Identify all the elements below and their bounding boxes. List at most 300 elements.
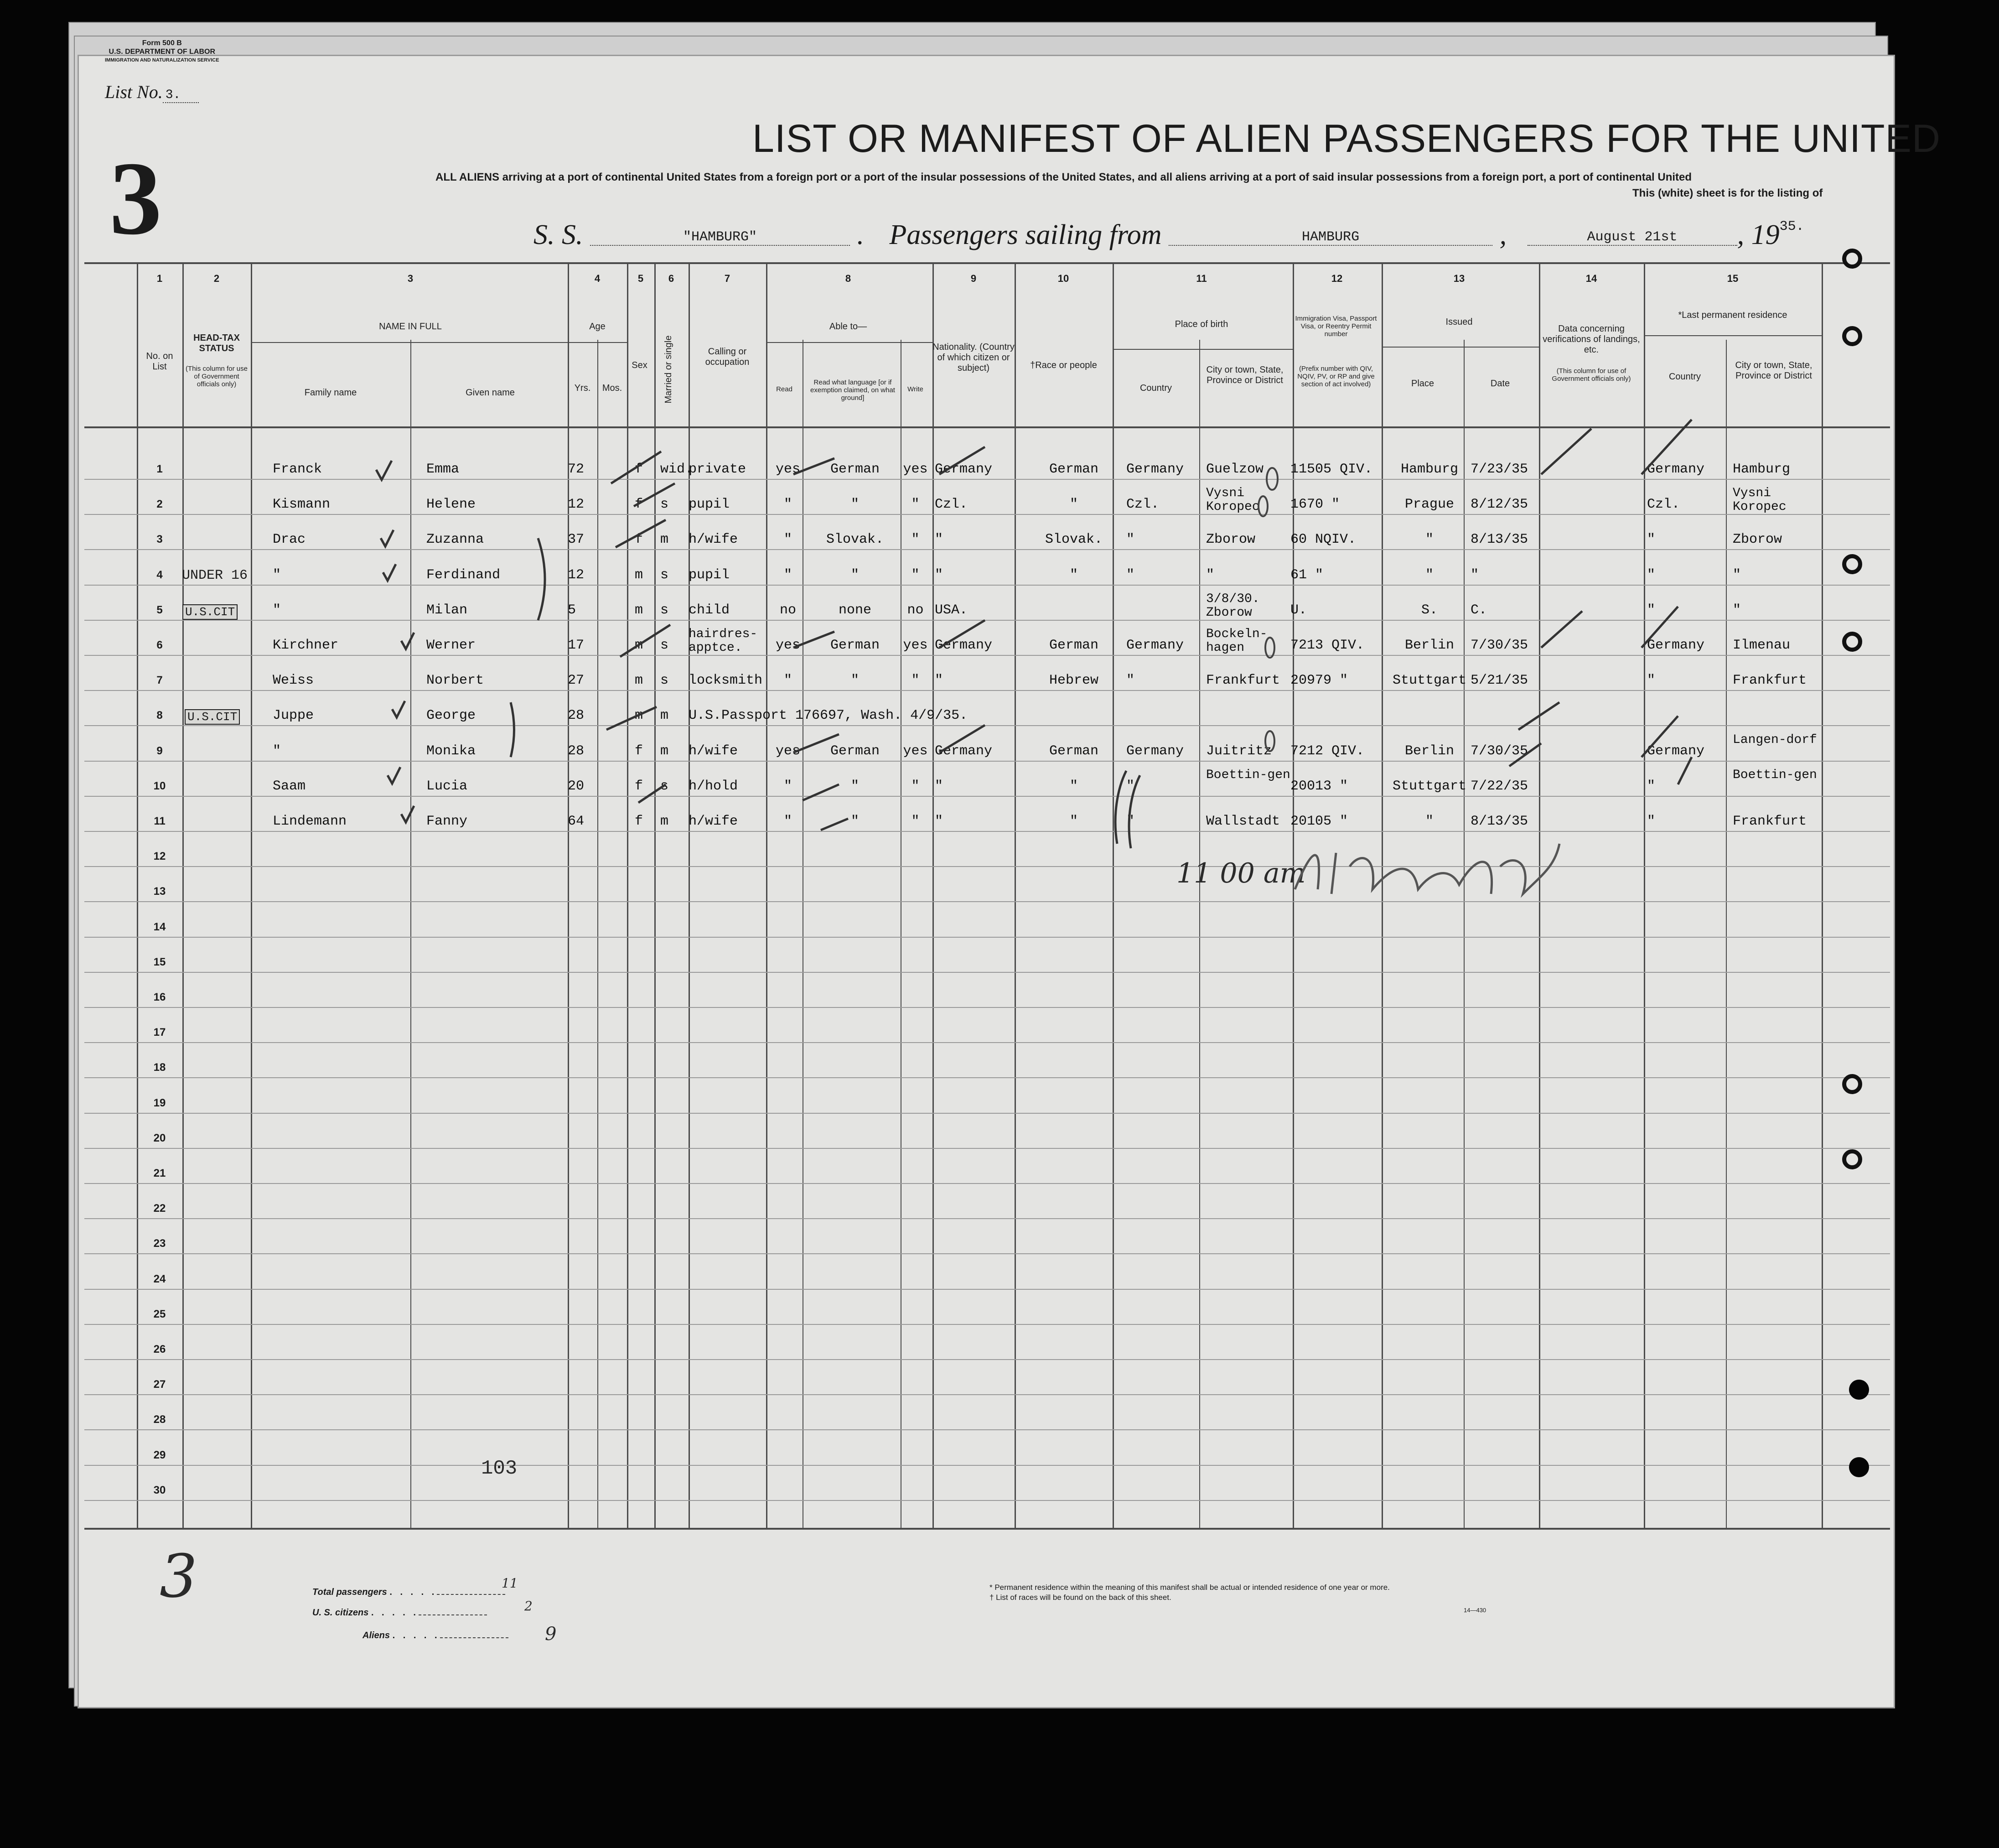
cell-given: Fanny: [426, 814, 468, 829]
header-able-to: Able to—: [829, 322, 867, 332]
cell-race: ": [1069, 778, 1078, 794]
cell-language: German: [830, 638, 880, 653]
cell-birth-city: Bockeln-hagen: [1206, 627, 1268, 655]
cell-visa: 11505 QIV.: [1290, 462, 1373, 477]
cell-language: Slovak.: [826, 532, 884, 548]
cell-visa: U.: [1290, 602, 1307, 618]
cell-issued-date: 7/30/35: [1471, 743, 1528, 759]
cell-write: ": [911, 497, 920, 513]
cell-visa: 20979 ": [1290, 673, 1348, 689]
sailing-line: S. S. "HAMBURG" . Passengers sailing from HAMBURG , August 21st , $19^{35.}$: [533, 219, 1804, 250]
cell-birth-country: Germany: [1126, 743, 1184, 759]
header-data-concerning: Data concerning verifications of landings, etc.: [1543, 324, 1640, 355]
cell-visa: 7212 QIV.: [1290, 743, 1365, 759]
manifest-subtitle-2: This (white) sheet is for the listing of: [1632, 187, 1823, 199]
cell-birth-city: Zborow: [1206, 532, 1256, 548]
cell-issued-place: S.: [1421, 602, 1438, 618]
cell-sex: m: [635, 708, 643, 724]
cell-res-country: ": [1647, 567, 1656, 583]
cell-yrs: 28: [568, 708, 585, 724]
binding-hole: [1842, 632, 1862, 652]
cell-nationality: Czl.: [935, 497, 968, 513]
cell-issued-place: ": [1425, 532, 1434, 548]
header-married: Married or single: [663, 335, 673, 404]
cell-res-city: Frankfurt: [1733, 814, 1807, 829]
cell-family: Lindemann: [273, 814, 347, 829]
cell-family: Saam: [273, 778, 306, 794]
column-number: 5: [637, 273, 644, 284]
cell-res-city: Langen-dorf: [1733, 732, 1817, 747]
form-number: Form 500 B: [142, 39, 182, 47]
header-residence-country: Country: [1668, 372, 1701, 382]
cell-language: ": [850, 567, 859, 583]
cell-res-city: Frankfurt: [1733, 673, 1807, 689]
column-number: 12: [1331, 273, 1343, 284]
row-number: 16: [153, 991, 166, 1003]
cell-language: ": [850, 814, 859, 829]
row-number: 3: [156, 533, 163, 546]
column-number: 11: [1196, 273, 1207, 284]
header-name-in-full: NAME IN FULL: [379, 322, 442, 332]
us-citizens-label: U. S. citizens: [312, 1608, 369, 1618]
row-number: 25: [153, 1308, 166, 1320]
row-number: 12: [153, 850, 166, 863]
cell-birth-city: ": [1206, 567, 1215, 583]
header-yrs: Yrs.: [574, 383, 591, 393]
row-number: 15: [153, 955, 166, 968]
cell-race: German: [1049, 743, 1099, 759]
cell-issued-place: ": [1425, 567, 1434, 583]
cell-race: Slovak.: [1045, 532, 1103, 548]
header-race: †Race or people: [1030, 360, 1097, 370]
binding-hole: [1842, 249, 1862, 269]
binding-hole: [1842, 1149, 1862, 1169]
cell-write: ": [911, 532, 920, 548]
header-birth-country: Country: [1139, 383, 1172, 393]
cell-sex: f: [635, 778, 643, 794]
header-age: Age: [589, 322, 606, 332]
cell-birth-city: 3/8/30. Zborow: [1206, 592, 1260, 620]
header-family-name: Family name: [304, 388, 357, 398]
cell-read: yes: [775, 462, 800, 477]
cell-res-city: Boettin-gen: [1733, 768, 1817, 782]
cell-res-country: Germany: [1647, 462, 1705, 477]
cell-nationality: ": [935, 778, 943, 794]
column-number: 3: [407, 273, 414, 284]
cell-nationality: USA.: [935, 602, 968, 618]
cell-language: ": [850, 497, 859, 513]
header-place-of-birth: Place of birth: [1175, 319, 1228, 329]
header-given-name: Given name: [466, 388, 515, 398]
row-number: 17: [153, 1026, 166, 1039]
cell-yrs: 64: [568, 814, 585, 829]
cell-nationality: ": [935, 814, 943, 829]
aliens-value: 9: [545, 1624, 557, 1645]
header-issued-place: Place: [1411, 379, 1435, 389]
row-number: 6: [156, 639, 163, 651]
cell-married: s: [660, 602, 669, 618]
cell-issued-place: Prague: [1404, 497, 1455, 513]
row-number: 2: [156, 498, 163, 511]
cell-issued-place: Berlin: [1404, 638, 1455, 653]
total-passengers-line: Total passengers . . . . .: [312, 1587, 505, 1598]
cell-yrs: 12: [568, 567, 585, 583]
cell-visa: 20013 ": [1290, 778, 1348, 794]
cell-sex: f: [635, 743, 643, 759]
row-number: 24: [153, 1272, 166, 1285]
aliens-label: Aliens: [363, 1630, 390, 1640]
list-number-value: 3.: [163, 88, 199, 103]
header-issued-date: Date: [1490, 379, 1510, 389]
cell-read: yes: [775, 743, 800, 759]
cell-write: yes: [903, 638, 928, 653]
sailing-label: Passengers sailing from: [889, 219, 1162, 250]
cell-yrs: 72: [568, 462, 585, 477]
cell-visa: 1670 ": [1290, 497, 1340, 513]
cell-married: m: [660, 814, 669, 829]
cell-occupation: private: [689, 462, 746, 477]
header-read-language: Read what language [or if exemption claimed, on what ground]: [810, 379, 895, 402]
cell-issued-place: ": [1425, 814, 1434, 829]
binding-hole: [1904, 251, 1924, 271]
aliens-line: Aliens . . . . .: [363, 1630, 508, 1641]
column-number: 10: [1057, 273, 1069, 284]
cell-family: Franck: [273, 462, 322, 477]
total-passengers-label: Total passengers: [312, 1587, 387, 1597]
cell-language: ": [850, 673, 859, 689]
header-head-tax-note: (This column for use of Government officials only): [186, 365, 248, 388]
cell-birth-city: Frankfurt: [1206, 673, 1280, 689]
row-number: 28: [153, 1413, 166, 1426]
header-head-tax: HEAD-TAX STATUS: [193, 333, 240, 353]
cell-res-country: ": [1647, 532, 1656, 548]
cell-visa: 60 NQIV.: [1290, 532, 1357, 548]
cell-language: German: [830, 743, 880, 759]
cell-occupation: U.S.Passport 176697, Wash. 4/9/35.: [689, 708, 968, 724]
cell-res-country: Germany: [1647, 638, 1705, 653]
cell-race: German: [1049, 638, 1099, 653]
cell-issued-date: 8/13/35: [1471, 532, 1528, 548]
service-name: IMMIGRATION AND NATURALIZATION SERVICE: [105, 57, 219, 63]
cell-res-country: Germany: [1647, 743, 1705, 759]
row-number: 26: [153, 1343, 166, 1355]
row-number: 11: [154, 815, 166, 827]
cell-birth-city: Guelzow: [1206, 462, 1264, 477]
under-16-stamp: UNDER 16: [182, 568, 248, 583]
print-code: 14—430: [1464, 1607, 1486, 1614]
row-number: 23: [153, 1237, 166, 1250]
cell-read: yes: [775, 638, 800, 653]
sheet-circle-handwriting: 3: [160, 1542, 197, 1611]
cell-family: ": [273, 602, 281, 618]
cell-sex: m: [635, 567, 643, 583]
cell-res-city: Vysni Koropec: [1733, 486, 1787, 514]
header-calling: Calling or occupation: [705, 347, 750, 367]
cell-married: wid.: [660, 462, 694, 477]
cell-occupation: h/hold: [689, 778, 738, 794]
cell-family: Drac: [273, 532, 306, 548]
cell-language: ": [850, 778, 859, 794]
cell-occupation: pupil: [689, 567, 730, 583]
us-citizen-stamp: U.S.CIT: [182, 604, 238, 620]
cell-issued-date: C.: [1471, 602, 1487, 618]
cell-family: Kirchner: [273, 638, 339, 653]
cell-married: m: [660, 708, 669, 724]
cell-yrs: 20: [568, 778, 585, 794]
cell-sex: f: [635, 814, 643, 829]
manifest-title: LIST OR MANIFEST OF ALIEN PASSENGERS FOR THE UNITED: [752, 117, 1941, 161]
row-number: 10: [153, 779, 166, 792]
cell-given: Lucia: [426, 778, 468, 794]
cell-birth-city: Wallstadt: [1206, 814, 1280, 829]
binding-hole: [1906, 1074, 1926, 1094]
row-number: 5: [156, 603, 163, 616]
cell-married: s: [660, 567, 669, 583]
row-number: 8: [156, 709, 163, 722]
sailing-date: August 21st: [1528, 229, 1737, 246]
header-no-on-list: No. on List: [146, 351, 173, 372]
row-number: 18: [153, 1061, 166, 1074]
binding-hole: [1842, 554, 1862, 574]
column-number: 15: [1727, 273, 1739, 284]
cell-sex: f: [635, 532, 643, 548]
header-issued: Issued: [1445, 317, 1473, 327]
cell-married: s: [660, 778, 669, 794]
cell-married: s: [660, 638, 669, 653]
cell-issued-date: 7/22/35: [1471, 778, 1528, 794]
cell-language: none: [838, 602, 871, 618]
cell-married: m: [660, 743, 669, 759]
cell-res-city: Zborow: [1733, 532, 1782, 548]
ship-name: "HAMBURG": [590, 229, 850, 246]
cell-res-country: ": [1647, 814, 1656, 829]
cell-yrs: 12: [568, 497, 585, 513]
cell-birth-country: ": [1126, 567, 1135, 583]
column-number: 2: [213, 273, 220, 284]
header-sex: Sex: [632, 360, 647, 370]
cell-sex: f: [635, 462, 643, 477]
cell-birth-city: Juitritz: [1206, 743, 1272, 759]
cell-sex: f: [635, 497, 643, 513]
cell-married: s: [660, 497, 669, 513]
cell-birth-city: Boettin-gen: [1206, 768, 1290, 782]
cell-married: m: [660, 532, 669, 548]
row-number: 20: [153, 1132, 166, 1144]
cell-issued-place: Berlin: [1404, 743, 1455, 759]
header-write: Write: [907, 385, 923, 393]
cell-visa: 61 ": [1290, 567, 1324, 583]
binding-hole: [1849, 1380, 1869, 1400]
year-suffix: 35.: [1779, 219, 1804, 234]
cell-res-city: Ilmenau: [1733, 638, 1791, 653]
binding-hole: [1906, 554, 1926, 574]
cell-write: ": [911, 567, 920, 583]
cell-read: ": [783, 778, 792, 794]
cell-family: Juppe: [273, 708, 314, 724]
cell-res-city: Hamburg: [1733, 462, 1791, 477]
column-number: 4: [594, 273, 601, 284]
cell-given: Helene: [426, 497, 476, 513]
cell-occupation: child: [689, 602, 730, 618]
cell-family: ": [273, 567, 281, 583]
cell-nationality: Germany: [935, 638, 993, 653]
cell-issued-place: Stuttgart: [1392, 673, 1467, 689]
header-mos: Mos.: [602, 383, 622, 393]
cell-occupation: pupil: [689, 497, 730, 513]
ss-label: S. S.: [533, 219, 583, 250]
header-data-note: (This column for use of Government officials only): [1552, 367, 1631, 383]
cell-write: no: [907, 602, 924, 618]
cell-birth-country: ": [1126, 814, 1135, 829]
cell-issued-date: 7/23/35: [1471, 462, 1528, 477]
cell-write: ": [911, 778, 920, 794]
cell-issued-date: 5/21/35: [1471, 673, 1528, 689]
cell-birth-country: Germany: [1126, 462, 1184, 477]
cell-birth-country: Czl.: [1126, 497, 1160, 513]
us-citizens-line: U. S. citizens . . . . .: [312, 1608, 487, 1618]
column-number: 1: [156, 273, 163, 284]
header-visa-note: (Prefix number with QIV, NQIV, PV, or RP and give section of act involved): [1297, 365, 1375, 388]
column-number: 14: [1585, 273, 1597, 284]
cell-res-country: ": [1647, 673, 1656, 689]
cell-yrs: 37: [568, 532, 585, 548]
cell-read: ": [783, 497, 792, 513]
total-passengers-value: 11: [502, 1576, 518, 1591]
cell-read: ": [783, 532, 792, 548]
row-number: 19: [153, 1096, 166, 1109]
row-number: 9: [156, 744, 163, 757]
cell-sex: m: [635, 673, 643, 689]
cell-given: Emma: [426, 462, 460, 477]
binding-hole: [1906, 1149, 1926, 1169]
cell-nationality: ": [935, 673, 943, 689]
header-nationality: Nationality. (Country of which citizen or subject): [932, 342, 1015, 373]
row-number: 7: [156, 674, 163, 687]
cell-language: German: [830, 462, 880, 477]
cell-occupation: h/wife: [689, 743, 738, 759]
cell-res-country: ": [1647, 602, 1656, 618]
cell-occupation: h/wife: [689, 814, 738, 829]
us-citizens-value: 2: [524, 1599, 533, 1614]
year-prefix: 19: [1751, 219, 1780, 250]
binding-hole: [1842, 326, 1862, 346]
header-birth-city: City or town, State, Province or District: [1206, 365, 1284, 385]
cell-issued-place: Hamburg: [1400, 462, 1459, 477]
binding-hole: [1849, 1457, 1869, 1477]
cell-given: Monika: [426, 743, 476, 759]
cell-issued-place: Stuttgart: [1392, 778, 1467, 794]
column-number: 7: [724, 273, 730, 284]
cell-yrs: 5: [568, 602, 576, 618]
list-label: List No.: [105, 82, 163, 102]
cell-issued-date: 8/12/35: [1471, 497, 1528, 513]
column-number: 8: [845, 273, 851, 284]
cell-issued-date: ": [1471, 567, 1479, 583]
header-last-residence: *Last permanent residence: [1678, 310, 1787, 320]
cell-sex: m: [635, 602, 643, 618]
cell-race: ": [1069, 567, 1078, 583]
page-count-handwriting: 103: [481, 1457, 518, 1480]
column-number: 13: [1453, 273, 1465, 284]
cell-birth-country: ": [1126, 532, 1135, 548]
row-number: 22: [153, 1202, 166, 1215]
cell-race: Hebrew: [1049, 673, 1099, 689]
cell-race: ": [1069, 814, 1078, 829]
cell-nationality: Germany: [935, 462, 993, 477]
cell-write: yes: [903, 462, 928, 477]
cell-given: George: [426, 708, 476, 724]
cell-write: ": [911, 814, 920, 829]
column-number: 9: [970, 273, 977, 284]
sheet-number: 3: [109, 140, 162, 256]
cell-visa: 20105 ": [1290, 814, 1348, 829]
binding-hole: [1842, 1074, 1862, 1094]
cell-sex: m: [635, 638, 643, 653]
cell-given: Zuzanna: [426, 532, 484, 548]
cell-birth-country: ": [1126, 673, 1135, 689]
row-number: 1: [156, 463, 163, 475]
cell-family: Kismann: [273, 497, 331, 513]
footnote-races: † List of races will be found on the back of this sheet.: [989, 1593, 1171, 1602]
cell-nationality: ": [935, 567, 943, 583]
cell-visa: 7213 QIV.: [1290, 638, 1365, 653]
cell-occupation: locksmith: [689, 673, 763, 689]
cell-occupation: hairdres-apptce.: [689, 627, 758, 655]
sailing-from: HAMBURG: [1169, 229, 1492, 246]
header-read: Read: [776, 385, 792, 393]
cell-race: ": [1069, 497, 1078, 513]
cell-read: ": [783, 567, 792, 583]
row-number: 27: [153, 1378, 166, 1391]
row-number: 30: [153, 1484, 166, 1496]
cell-read: ": [783, 814, 792, 829]
cell-yrs: 17: [568, 638, 585, 653]
footnote-permanent-residence: * Permanent residence within the meaning of this manifest shall be actual or intended residence of one year or more.: [989, 1583, 1390, 1592]
cell-res-country: ": [1647, 778, 1656, 794]
binding-hole: [1906, 326, 1926, 346]
row-number: 29: [153, 1448, 166, 1461]
cell-yrs: 28: [568, 743, 585, 759]
cell-res-city: ": [1733, 602, 1741, 618]
cell-issued-date: 7/30/35: [1471, 638, 1528, 653]
cell-family: ": [273, 743, 281, 759]
manifest-subtitle: ALL ALIENS arriving at a port of continental United States from a foreign port or a port of the insular possessions of the United States, and all aliens arriving at a port of said insular possessions from a foreign port, a port of continental United: [435, 171, 1692, 183]
header-residence-city: City or town, State, Province or District: [1735, 360, 1813, 381]
cell-read: no: [779, 602, 796, 618]
cell-write: ": [911, 673, 920, 689]
cell-write: yes: [903, 743, 928, 759]
cell-read: ": [783, 673, 792, 689]
row-number: 14: [153, 920, 166, 933]
column-number: 6: [668, 273, 674, 284]
cell-res-city: ": [1733, 567, 1741, 583]
row-number: 4: [156, 568, 163, 581]
cell-married: s: [660, 673, 669, 689]
header-visa: Immigration Visa, Passport Visa, or Reentry Permit number: [1295, 315, 1377, 338]
cell-issued-date: 8/13/35: [1471, 814, 1528, 829]
cell-given: Werner: [426, 638, 476, 653]
cell-birth-country: ": [1126, 778, 1135, 794]
cell-occupation: h/wife: [689, 532, 738, 548]
cell-birth-city: Vysni Koropec: [1206, 486, 1260, 514]
binding-hole: [1906, 632, 1926, 652]
cell-given: Norbert: [426, 673, 484, 689]
department-name: U.S. DEPARTMENT OF LABOR: [109, 48, 216, 56]
cell-nationality: Germany: [935, 743, 993, 759]
cell-family: Weiss: [273, 673, 314, 689]
cell-nationality: ": [935, 532, 943, 548]
cell-res-country: Czl.: [1647, 497, 1680, 513]
